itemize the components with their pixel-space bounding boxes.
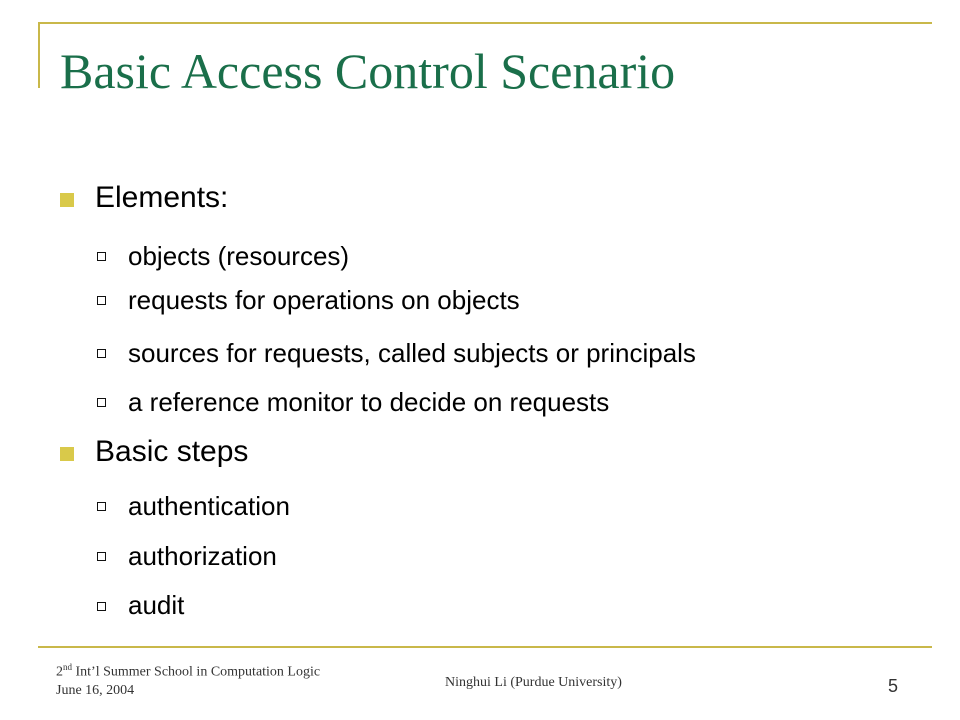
checkbox-bullet-icon bbox=[97, 502, 106, 511]
list-item: sources for requests, called subjects or principals bbox=[128, 338, 696, 368]
checkbox-bullet-icon bbox=[97, 296, 106, 305]
list-item: authorization bbox=[128, 541, 277, 571]
list-item: authentication bbox=[128, 491, 290, 521]
bullet-square-icon bbox=[60, 193, 74, 207]
footer-event-line bbox=[56, 658, 320, 682]
bullet-square-icon bbox=[60, 447, 74, 461]
list-item: a reference monitor to decide on requests bbox=[128, 387, 610, 417]
footer-author: Ninghui Li (Purdue University) bbox=[445, 675, 622, 690]
footer-ordinal: 2 bbox=[56, 664, 63, 680]
checkbox-bullet-icon bbox=[97, 602, 106, 611]
list-item: audit bbox=[128, 590, 185, 620]
frame-left-rule bbox=[38, 22, 40, 88]
footer-rule bbox=[38, 646, 932, 648]
footer-date: June 16, 2004 bbox=[56, 682, 135, 698]
checkbox-bullet-icon bbox=[97, 398, 106, 407]
checkbox-bullet-icon bbox=[97, 252, 106, 261]
checkbox-bullet-icon bbox=[97, 552, 106, 561]
section-heading-elements: Elements: bbox=[95, 181, 229, 214]
footer-event-info bbox=[56, 658, 320, 700]
slide-title: Basic Access Control Scenario bbox=[60, 43, 676, 99]
list-item: objects (resources) bbox=[128, 241, 350, 271]
checkbox-bullet-icon bbox=[97, 349, 106, 358]
page-number: 5 bbox=[888, 676, 899, 696]
footer-event-name: Int’l Summer School in Computation Logic bbox=[72, 664, 321, 680]
frame-top-rule bbox=[38, 22, 932, 24]
footer-ordinal-suffix: nd bbox=[63, 662, 72, 672]
section-heading-basic-steps: Basic steps bbox=[95, 435, 249, 468]
list-item: requests for operations on objects bbox=[128, 285, 520, 315]
